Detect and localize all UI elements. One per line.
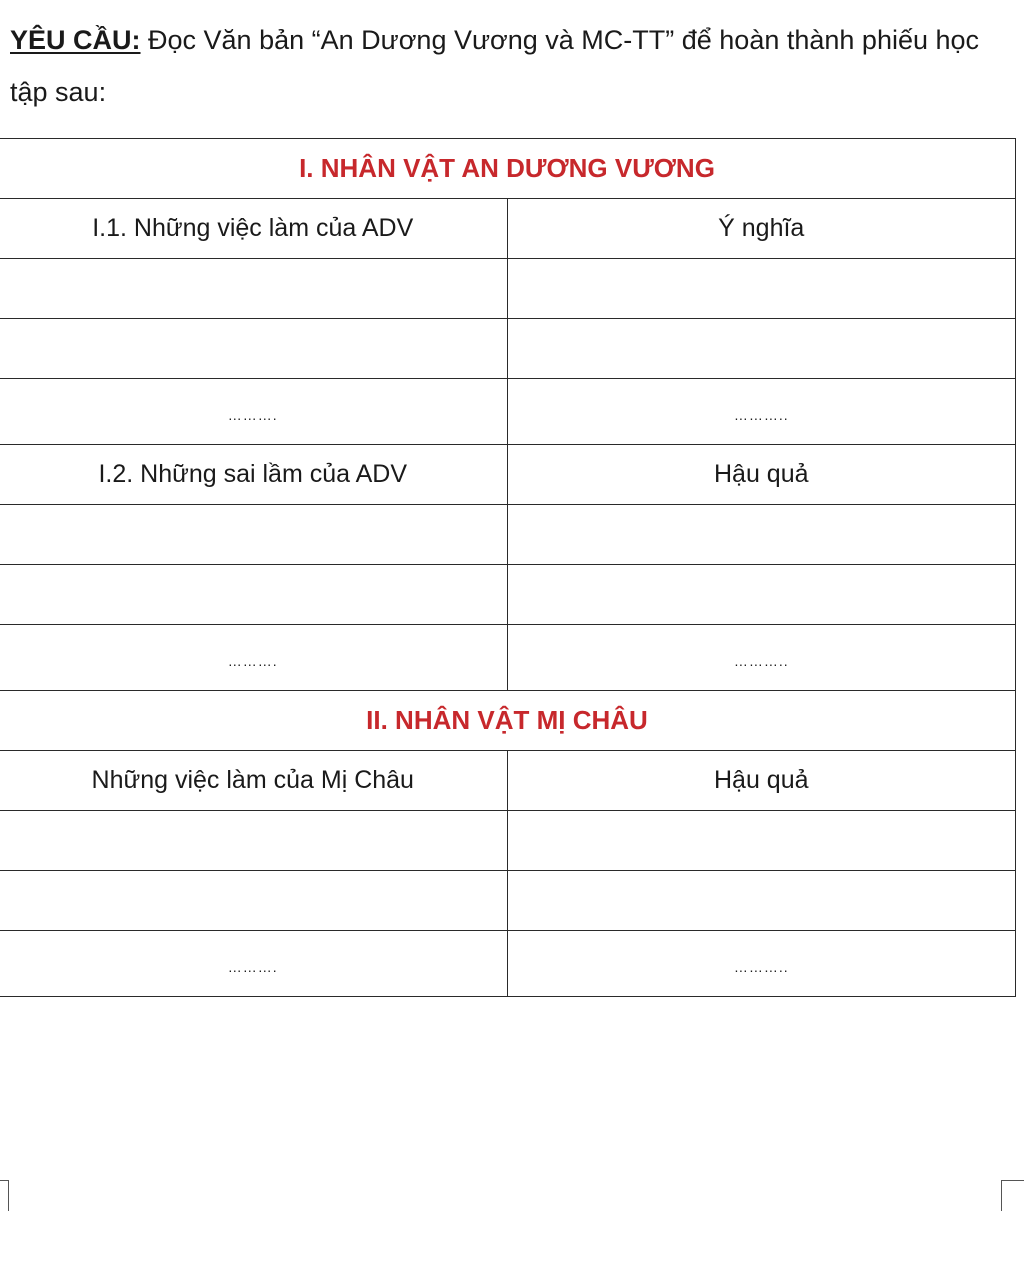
dots-placeholder[interactable]: ………. <box>0 931 507 997</box>
table-row <box>0 319 1016 379</box>
table-row <box>0 811 1016 871</box>
dots-placeholder[interactable]: ……….. <box>507 931 1016 997</box>
answer-cell[interactable] <box>507 565 1016 625</box>
answer-cell[interactable] <box>507 259 1016 319</box>
adv-mistakes-header: I.2. Những sai lầm của ADV <box>0 445 507 505</box>
section1-title-row <box>0 139 1016 199</box>
answer-cell[interactable] <box>0 871 507 931</box>
requirement-label: YÊU CẦU: <box>10 25 141 55</box>
page-corner-mark-left <box>0 1180 9 1211</box>
dots-placeholder[interactable]: ………. <box>0 625 507 691</box>
answer-cell[interactable] <box>507 871 1016 931</box>
table-row <box>0 259 1016 319</box>
answer-cell[interactable] <box>0 505 507 565</box>
answer-cell[interactable] <box>507 811 1016 871</box>
mi-chau-actions-header: Những việc làm của Mị Châu <box>0 751 507 811</box>
answer-cell[interactable] <box>0 259 507 319</box>
answer-cell[interactable] <box>507 505 1016 565</box>
dots-placeholder[interactable]: ………. <box>0 379 507 445</box>
dots-placeholder[interactable]: ……….. <box>507 625 1016 691</box>
table-row <box>0 505 1016 565</box>
consequence-header: Hậu quả <box>507 751 1016 811</box>
answer-cell[interactable] <box>507 319 1016 379</box>
page-corner-mark-right <box>1001 1180 1024 1211</box>
consequence-header: Hậu quả <box>507 445 1016 505</box>
table-row <box>0 445 1016 505</box>
answer-cell[interactable] <box>0 811 507 871</box>
table-row <box>0 625 1016 691</box>
table-row <box>0 871 1016 931</box>
answer-cell[interactable] <box>0 319 507 379</box>
table-row <box>0 751 1016 811</box>
table-row <box>0 379 1016 445</box>
table-row <box>0 931 1016 997</box>
meaning-header: Ý nghĩa <box>507 199 1016 259</box>
worksheet-table <box>0 138 1016 997</box>
requirement-text: Đọc Văn bản “An Dương Vương và MC-TT” để hoàn thành phiếu học tập sau: <box>10 25 980 107</box>
dots-placeholder[interactable]: ……….. <box>507 379 1016 445</box>
table-row <box>0 565 1016 625</box>
instruction-text <box>10 14 1015 118</box>
adv-actions-header: I.1. Những việc làm của ADV <box>0 199 507 259</box>
section2-title-row <box>0 691 1016 751</box>
answer-cell[interactable] <box>0 565 507 625</box>
table-row <box>0 199 1016 259</box>
section1-title: I. NHÂN VẬT AN DƯƠNG VƯƠNG <box>0 139 1016 199</box>
section2-title: II. NHÂN VẬT MỊ CHÂU <box>0 691 1016 751</box>
